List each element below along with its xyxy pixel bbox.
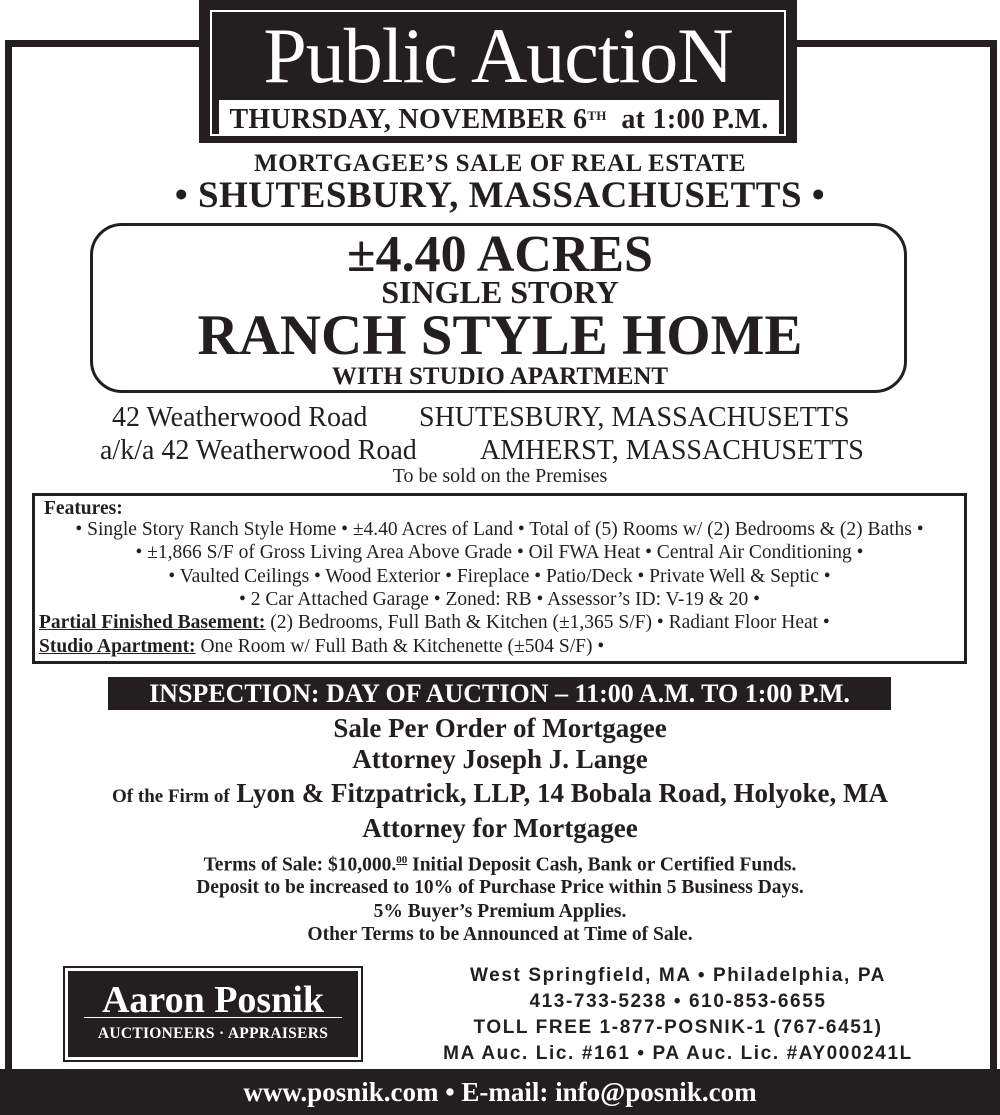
terms-line [0,848,1000,878]
contact-cities: West Springfield, MA • Philadelphia, PA [469,965,886,986]
footer-web-email: www.posnik.com • E-mail: info@posnik.com [0,1069,1000,1115]
story-type: SINGLE STORY [381,274,619,310]
order-line: Sale Per Order of Mortgagee [333,713,667,743]
home-style: RANCH STYLE HOME [197,304,803,367]
firm-prefix: Of the Firm of [112,786,230,807]
terms-deposit: Terms of Sale: $10,000. [203,854,397,876]
logo-tagline: AUCTIONEERS · APPRAISERS [97,1025,329,1042]
studio-note: WITH STUDIO APARTMENT [331,363,669,390]
studio-label: Studio Apartment: [39,636,196,657]
features-heading: Features: [44,498,123,519]
logo-divider [84,1017,342,1018]
attorney-name: Attorney Joseph J. Lange [352,744,648,774]
auction-date [219,100,779,136]
studio-line [39,635,604,659]
logo-name: Aaron Posnik [101,979,325,1021]
address-street-2: a/k/a 42 Weatherwood Road [100,435,417,466]
basement-line [39,611,830,635]
features-line: • Vaulted Ceilings • Wood Exterior • Fireplace • Patio/Deck • Private Well & Septic • [168,566,831,587]
auction-date-day: THURSDAY, NOVEMBER 6 [229,104,588,135]
premises-note: To be sold on the Premises [392,465,608,487]
sale-type: MORTGAGEE’S SALE OF REAL ESTATE [253,150,747,177]
contact-toll-free: TOLL FREE 1-877-POSNIK-1 (767-6451) [473,1017,883,1038]
buyer-premium: 5% Buyer’s Premium Applies. [373,901,627,922]
contact-licenses: MA Auc. Lic. #161 • PA Auc. Lic. #AY000241L [443,1043,913,1064]
deposit-increase: Deposit to be increased to 10% of Purchase Price within 5 Business Days. [196,877,804,898]
acreage: ±4.40 ACRES [347,226,653,283]
studio-text: One Room w/ Full Bath & Kitchenette (±504 S/F) • [195,636,605,657]
inspection-banner: INSPECTION: DAY OF AUCTION – 11:00 A.M. TO 1:00 P.M. [108,677,891,710]
address-street-1: 42 Weatherwood Road [112,402,368,433]
address-town-2: AMHERST, MASSACHUSETTS [480,435,864,466]
contact-phones: 413-733-5238 • 610-853-6655 [529,991,827,1012]
other-terms: Other Terms to be Announced at Time of Sale. [307,924,693,945]
features-line: • 2 Car Attached Garage • Zoned: RB • Assessor’s ID: V-19 & 20 • [239,589,760,610]
auction-date-time: at 1:00 P.M. [621,104,769,135]
location-headline: • SHUTESBURY, MASSACHUSETTS • [174,175,826,216]
address-town-1: SHUTESBURY, MASSACHUSETTS [419,402,850,433]
attorney-role: Attorney for Mortgagee [362,813,638,843]
terms-cents: 00 [396,854,408,866]
firm-name: Lyon & Fitzpatrick, LLP, 14 Bobala Road, Holyoke, MA [236,778,888,808]
page-title: Public AuctioN [263,12,733,99]
basement-text: (2) Bedrooms, Full Bath & Kitchen (±1,365 S/F) • Radiant Floor Heat • [265,612,830,633]
features-line: • ±1,866 S/F of Gross Living Area Above Grade • Oil FWA Heat • Central Air Conditioning • [135,542,864,563]
basement-label: Partial Finished Basement: [39,612,266,633]
auction-date-suffix: TH [587,108,607,123]
features-line: • Single Story Ranch Style Home • ±4.40 Acres of Land • Total of (5) Rooms w/ (2) Bedrooms & (2) Baths • [75,519,924,540]
terms-funds: Initial Deposit Cash, Bank or Certified Funds. [407,854,797,876]
firm-line [0,777,1000,813]
